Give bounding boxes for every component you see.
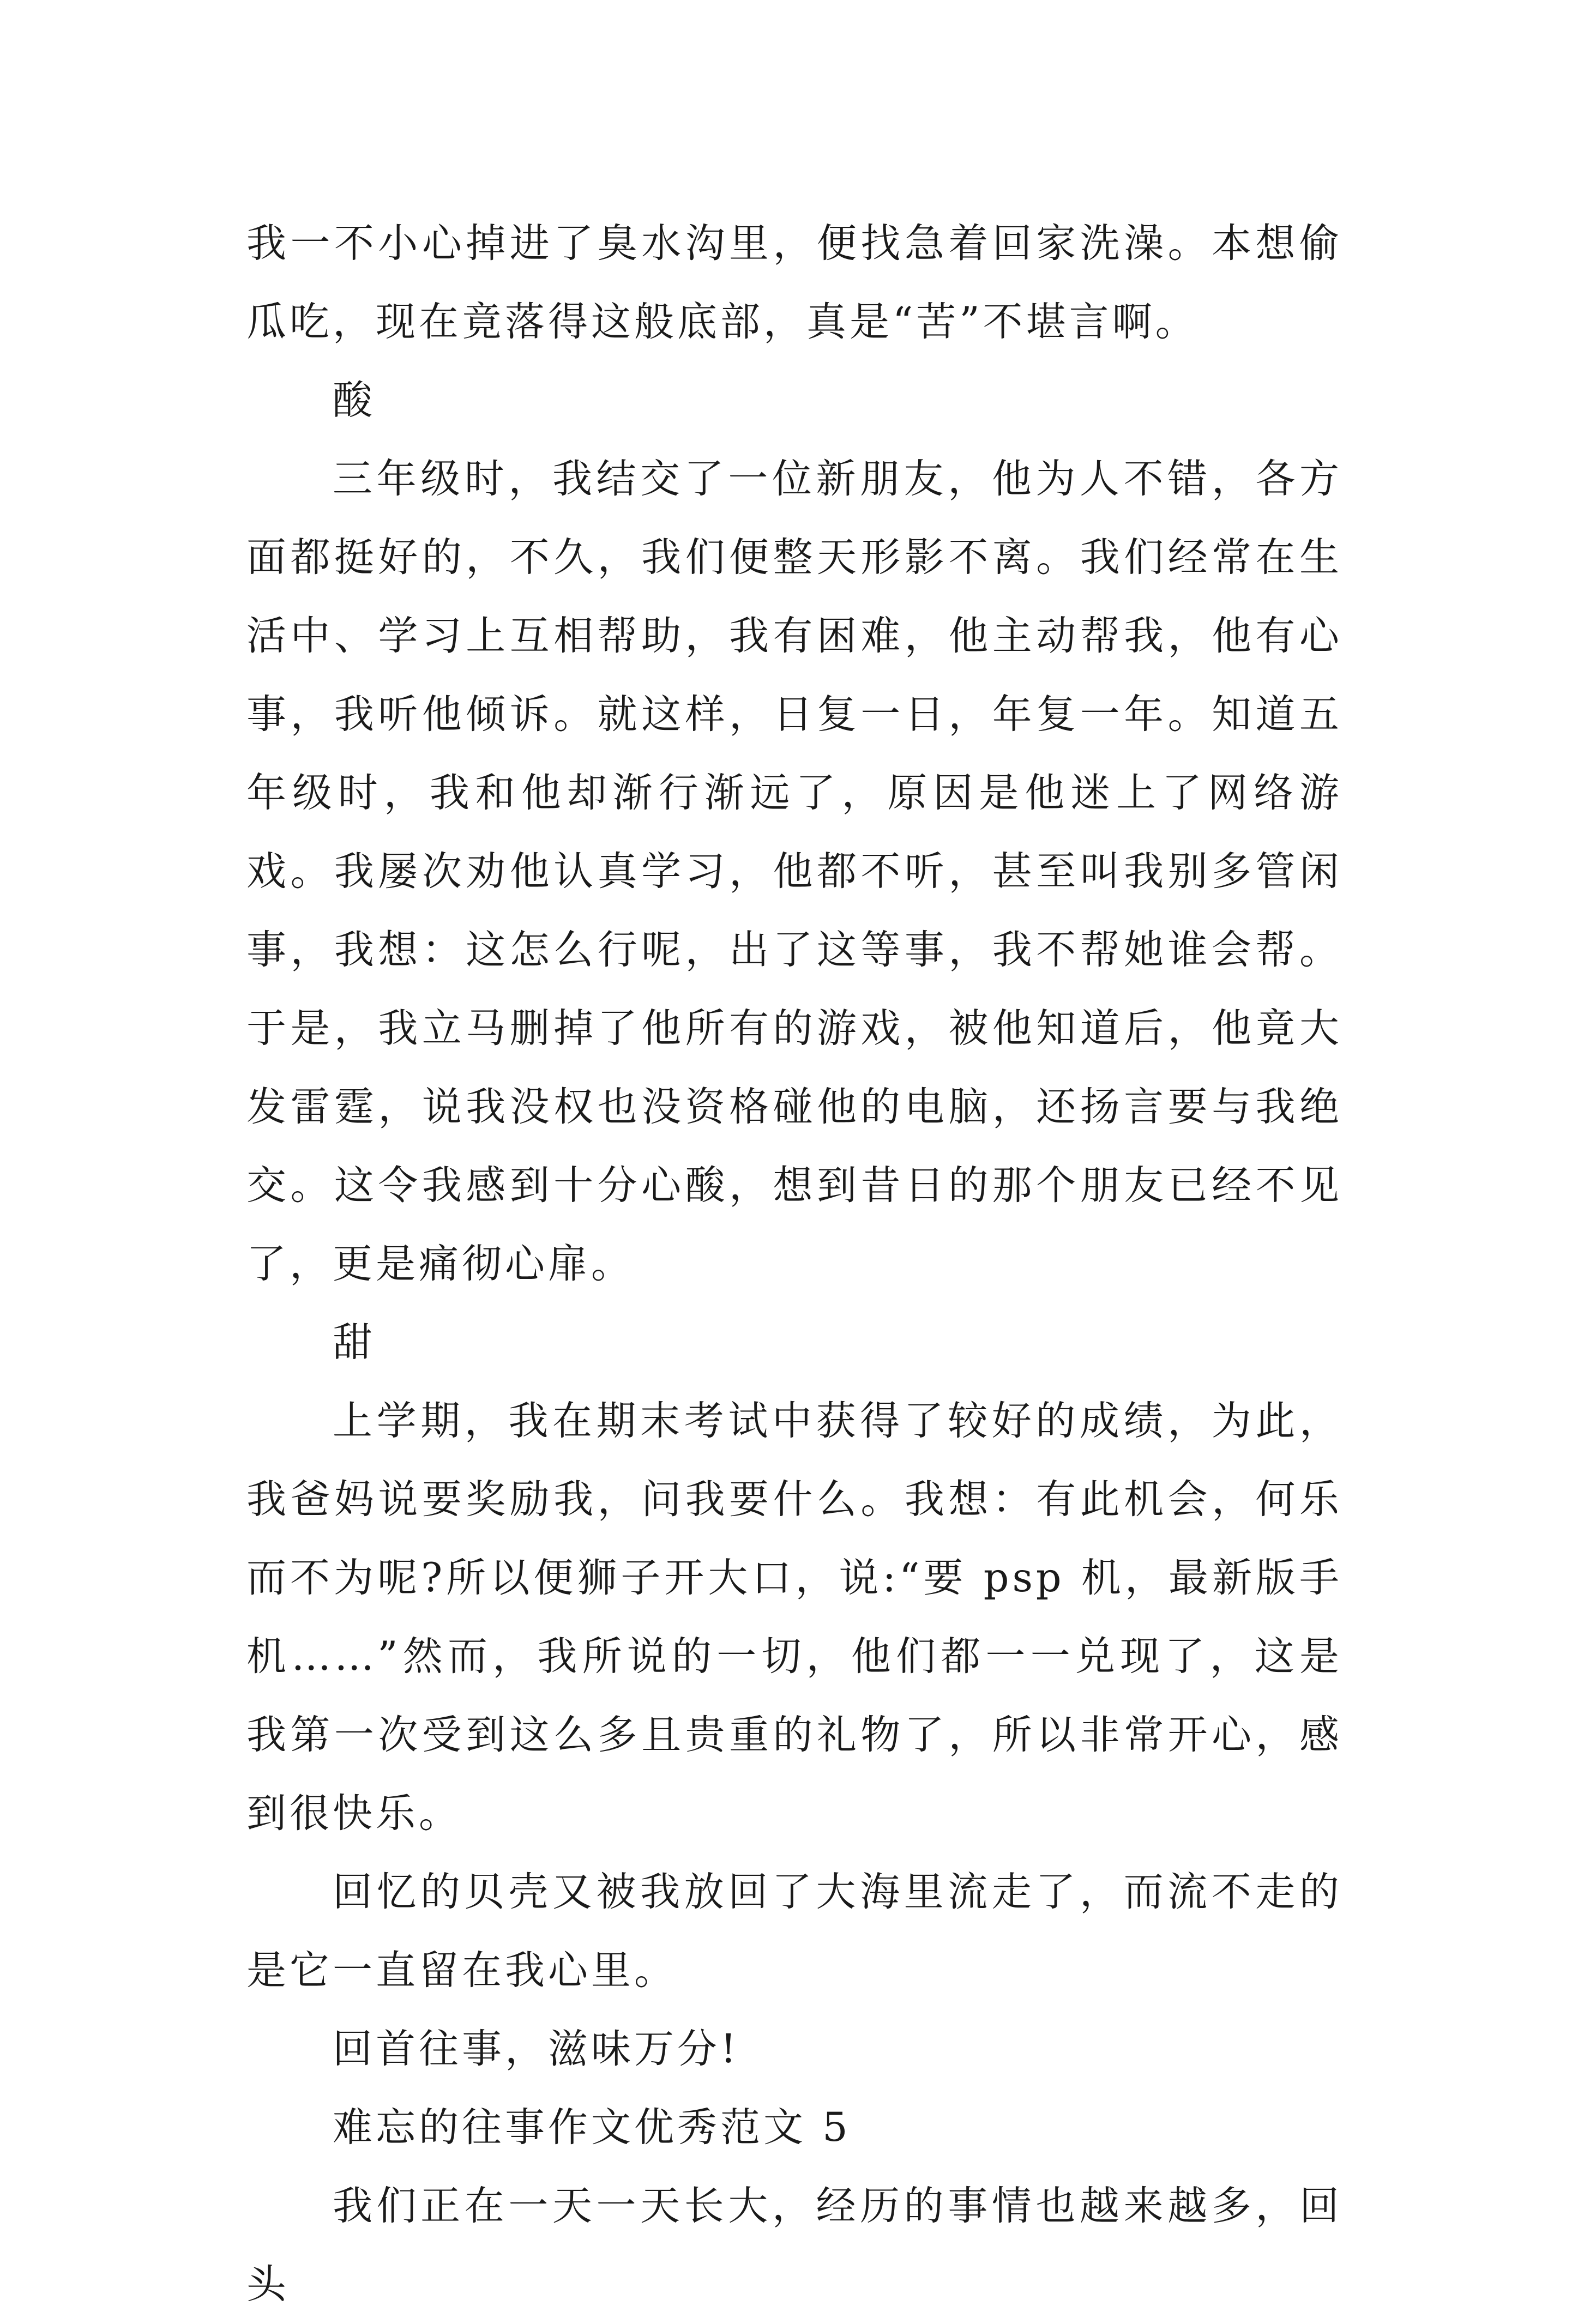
section-heading-sour: 酸 [333,377,376,424]
paragraph-essay-5-start: 我们正在一天一天长大，经历的事情也越来越多，回头 [246,2183,1342,2308]
paragraph-sweet-story: 上学期，我在期末考试中获得了较好的成绩，为此，我爸妈说要奖励我，问我要什么。我想：有此机会，何乐而不为呢?所以便狮子开大口，说:“要 psp 机，最新版手机……”然而，我所说的一切，他们都一一兑现了，这是我第一次受到这么多且贵重的礼物了，所以非常开心，感到很快乐。 [246,1398,1342,1837]
section-heading-sweet: 甜 [333,1319,376,1366]
paragraph-sour-story: 三年级时，我结交了一位新朋友，他为人不错，各方面都挺好的，不久，我们便整天形影不离。我们经常在生活中、学习上互相帮助，我有困难，他主动帮我，他有心事，我听他倾诉。就这样，日复一日，年复一年。知道五年级时，我和他却渐行渐远了，原因是他迷上了网络游戏。我屡次劝他认真学习，他都不听，甚至叫我别多管闲事，我想：这怎么行呢，出了这等事，我不帮她谁会帮。于是，我立马删掉了他所有的游戏，被他知道后，他竟大发雷霆，说我没权也没资格碰他的电脑，还扬言要与我绝交。这令我感到十分心酸，想到昔日的那个朋友已经不见了，更是痛彻心扉。 [246,456,1342,1287]
paragraph-memory-shell: 回忆的贝壳又被我放回了大海里流走了，而流不走的是它一直留在我心里。 [246,1869,1342,1994]
essay-title-5: 难忘的往事作文优秀范文 5 [333,2104,851,2151]
document-body [246,204,1342,2324]
paragraph-continuation: 我一不小心掉进了臭水沟里，便找急着回家洗澡。本想偷瓜吃，现在竟落得这般底部，真是“苦”不堪言啊。 [246,220,1342,345]
paragraph-conclusion: 回首往事，滋味万分! [333,2026,740,2072]
